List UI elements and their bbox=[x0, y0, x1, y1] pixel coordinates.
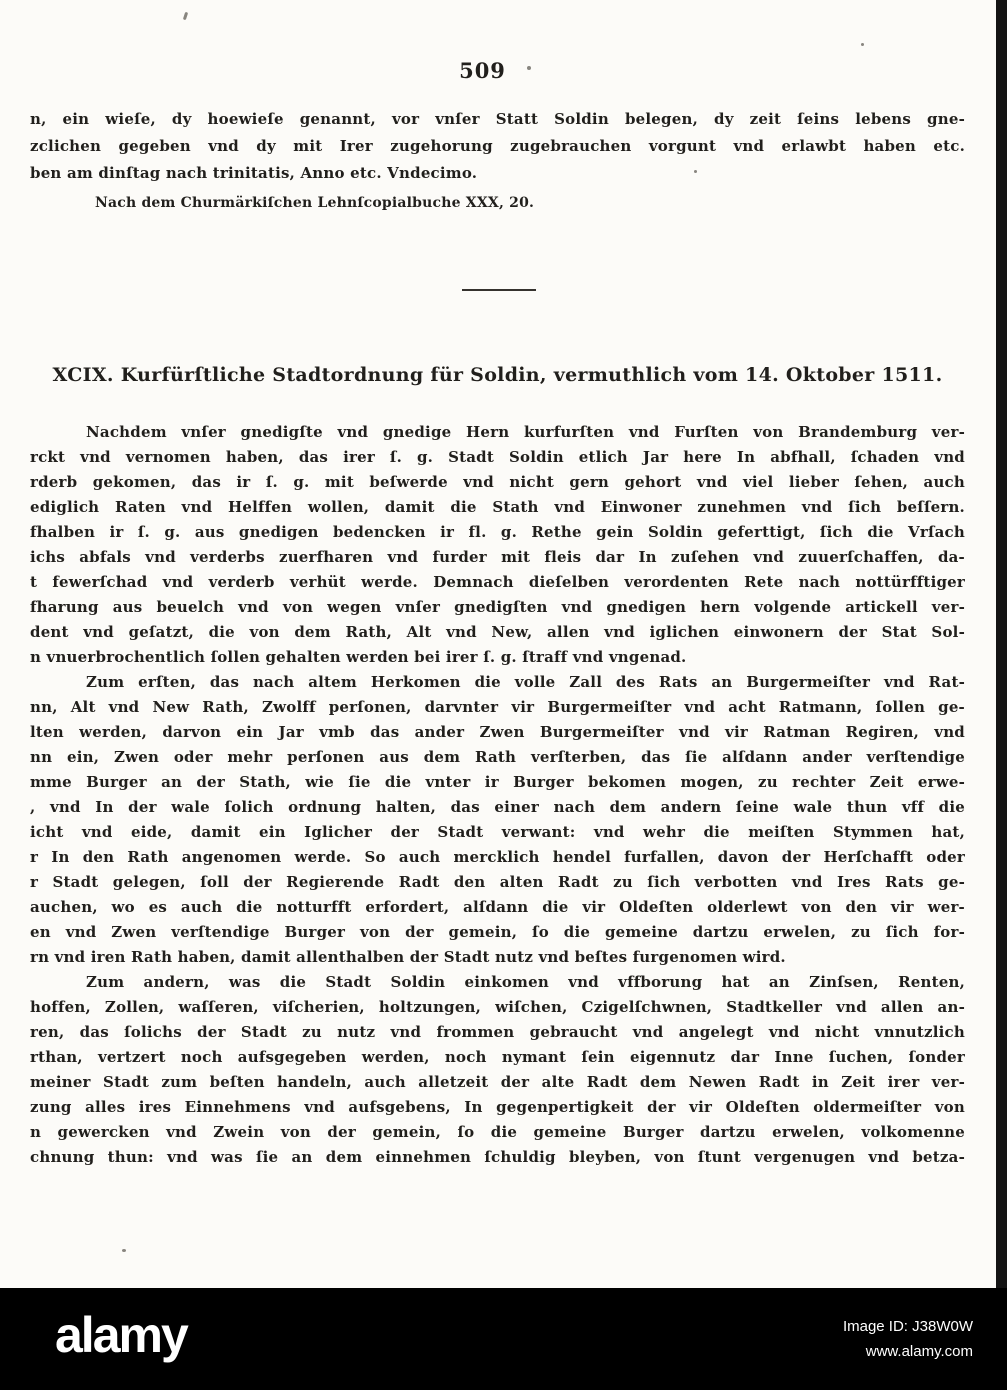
text-line: dent vnd geſatzt, die von dem Rath, Alt vnd New, allen vnd iglichen einwonern der Stat Sol- bbox=[30, 623, 965, 641]
section-divider-rule bbox=[462, 289, 536, 291]
text-line: lten werden, darvon ein Jar vmb das ander Zwen Burgermeiſter vnd vir Ratman Regiren, vnd bbox=[30, 723, 965, 741]
section-heading: XCIX. Kurfürſtliche Stadtordnung für Soldin, vermuthlich vom 14. Oktober 1511. bbox=[52, 364, 943, 386]
text-line: rckt vnd vernomen haben, das irer ſ. g. Stadt Soldin etlich Jar here In abfhall, ſchaden vnd bbox=[30, 448, 965, 466]
text-line: , vnd In der wale ſolich ordnung halten, das einer nach dem andern ſeine wale thun vff die bbox=[30, 798, 965, 816]
website-text: www.alamy.com bbox=[865, 1343, 973, 1360]
document-fragment-paragraph bbox=[30, 106, 965, 187]
text-line: nn ein, Zwen oder mehr perſonen aus dem Rath verſterben, das ſie alſdann ander verſtendige bbox=[30, 748, 965, 766]
paragraph bbox=[30, 420, 965, 670]
paragraph bbox=[30, 970, 965, 1170]
scan-speck bbox=[122, 1249, 126, 1252]
text-line: mme Burger an der Stath, wie ſie die vnter ir Burger bekomen mogen, zu rechter Zeit erwe- bbox=[30, 773, 965, 791]
text-line: Nachdem vnſer gnedigſte vnd gnedige Hern kurfurſten vnd Furſten von Brandemburg ver- bbox=[86, 423, 965, 441]
text-line: r In den Rath angenomen werde. So auch mercklich hendel furfallen, davon der Herſchafft oder bbox=[30, 848, 965, 866]
watermark-meta bbox=[843, 1314, 973, 1364]
text-line: rn vnd iren Rath haben, damit allenthalben der Stadt nutz vnd beſtes furgenomen wird. bbox=[30, 948, 786, 966]
text-line: n vnuerbrochentlich ſollen gehalten werden bei irer ſ. g. ſtraff vnd vngenad. bbox=[30, 648, 687, 666]
text-line: meiner Stadt zum beſten handeln, auch alletzeit der alte Radt dem Newen Radt in Zeit irer ver- bbox=[30, 1073, 965, 1091]
scan-speck bbox=[861, 43, 864, 46]
text-line: rderb gekomen, das ir ſ. g. mit beſwerde vnd nicht gern gehort vnd viel lieber ſehen, auch bbox=[30, 473, 965, 491]
page-number: 509 bbox=[459, 58, 506, 83]
text-line: t fewerſchad vnd verderb verhüt werde. Demnach dieſelben verordenten Rete nach nottürfftiger bbox=[30, 573, 965, 591]
text-line: r Stadt gelegen, ſoll der Regierende Radt den alten Radt zu ſich verbotten vnd Ires Rats ge- bbox=[30, 873, 965, 891]
text-line: ren, das ſolichs der Stadt zu nutz vnd frommen gebraucht vnd angelegt vnd nicht vnnutzlich bbox=[30, 1023, 965, 1041]
text-line: n gewercken vnd Zwein von der gemein, ſo die gemeine Burger dartzu erwelen, volkomenne bbox=[30, 1123, 965, 1141]
text-line: n, ein wieſe, dy hoewieſe genannt, vor vnſer Statt Soldin belegen, dy zeit ſeins lebens gne- bbox=[30, 110, 965, 128]
text-line: nn, Alt vnd New Rath, Zwolff perſonen, darvnter vir Burgermeiſter vnd acht Ratmann, ſollen ge- bbox=[30, 698, 965, 716]
text-line: ichs abfals vnd verderbs zuerfharen vnd furder mit fleis dar In zuſehen vnd zuuerſchaffen, da- bbox=[30, 548, 965, 566]
watermark-bar bbox=[0, 1288, 1007, 1390]
scan-edge-strip bbox=[996, 0, 1007, 1390]
text-line: icht vnd eide, damit ein Iglicher der Stadt verwant: vnd wehr die meiſten Stymmen hat, bbox=[30, 823, 965, 841]
scan-speck bbox=[694, 170, 697, 173]
text-line: Zum erſten, das nach altem Herkomen die volle Zall des Rats an Burgermeiſter vnd Rat- bbox=[86, 673, 965, 691]
text-line: auchen, wo es auch die notturfft erfordert, alſdann die vir Oldeſten olderlewt von den vir wer- bbox=[30, 898, 965, 916]
text-line: hoffen, Zollen, waſſeren, viſcherien, holtzungen, wiſchen, Czigelſchwnen, Stadtkeller vnd allen an- bbox=[30, 998, 965, 1016]
document-body bbox=[30, 420, 965, 1170]
text-line: zung alles ires Einnehmens vnd aufsgebens, In gegenpertigkeit der vir Oldeſten oldermeiſter von bbox=[30, 1098, 965, 1116]
text-line: rthan, vertzert noch aufsgegeben werden, noch nymant ſein eigennutz dar Inne ſuchen, ſonder bbox=[30, 1048, 965, 1066]
scan-speck bbox=[183, 12, 188, 21]
text-line: zclichen gegeben vnd dy mit Irer zugehorung zugebrauchen vorgunt vnd erlawbt haben etc. bbox=[30, 137, 965, 155]
text-line: fharung aus beuelch vnd von wegen vnſer gnedigſten vnd gnedigen hern volgende artickell ver- bbox=[30, 598, 965, 616]
text-line: en vnd Zwen verſtendige Burger von der gemein, ſo die gemeine dartzu erwelen, zu ſich for- bbox=[30, 923, 965, 941]
text-line: ben am dinſtag nach trinitatis, Anno etc. Vndecimo. bbox=[30, 164, 478, 182]
source-note: Nach dem Churmärkiſchen Lehnſcopialbuche XXX, 20. bbox=[95, 195, 535, 211]
text-line: Zum andern, was die Stadt Soldin einkomen vnd vffborung hat an Zinſsen, Renten, bbox=[86, 973, 965, 991]
text-line: chnung thun: vnd was ſie an dem einnehmen ſchuldig bleyben, von ſtunt vergenugen vnd betza- bbox=[30, 1148, 965, 1166]
text-line: fhalben ir ſ. g. aus gnedigen bedencken ir fl. g. Rethe gein Soldin geferttigt, ſich die Vrſach bbox=[30, 523, 965, 541]
image-id-text: Image ID: J38W0W bbox=[842, 1318, 973, 1335]
paragraph bbox=[30, 670, 965, 970]
text-line: ediglich Raten vnd Helffen wollen, damit die Stath vnd Einwoner zunehmen vnd ſich beſſern. bbox=[30, 498, 965, 516]
scan-speck bbox=[527, 66, 531, 70]
alamy-logo: alamy bbox=[55, 1307, 187, 1363]
